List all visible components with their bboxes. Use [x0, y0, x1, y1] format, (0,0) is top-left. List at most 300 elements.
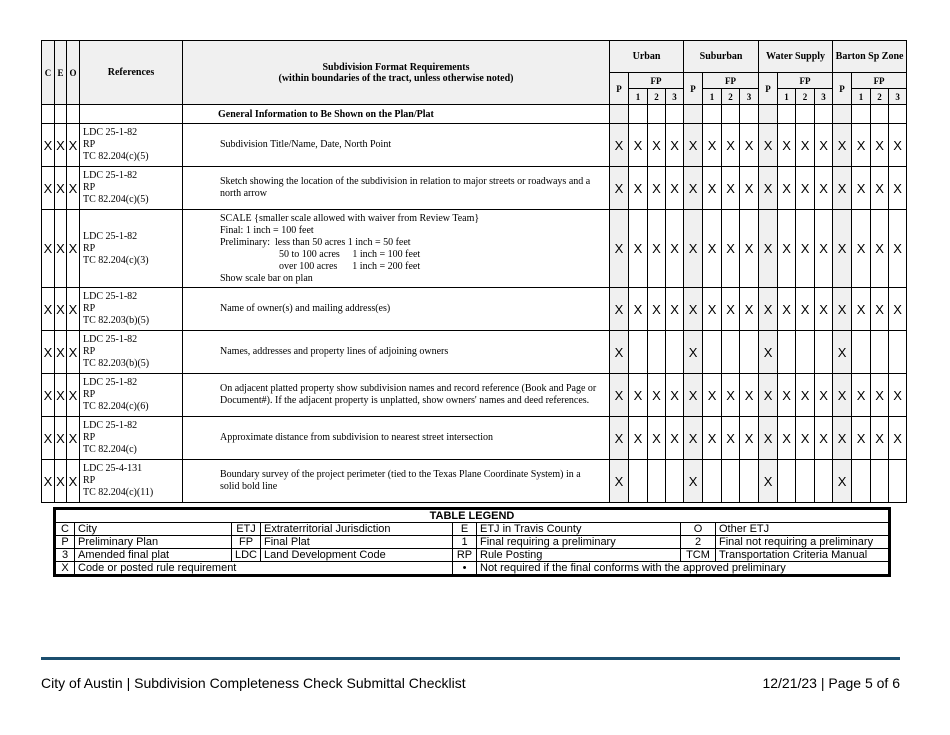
legend-description: City	[75, 523, 232, 536]
fp-cell	[871, 105, 889, 124]
fp-cell	[740, 105, 759, 124]
legend-code: 2	[681, 536, 716, 549]
legend-description: Land Development Code	[261, 549, 453, 562]
requirement-line: On adjacent platted property show subdivision names and record reference (Book and Page or Document#). If the adjacent property is unplatted, show owners' names and deed references.	[220, 383, 597, 406]
checklist-mark: X	[778, 167, 796, 210]
checklist-mark: X	[648, 374, 666, 417]
mark-e: X	[55, 417, 67, 460]
reference-line: LDC 25-1-82	[83, 291, 138, 302]
table-row	[42, 331, 907, 374]
legend-code: FP	[232, 536, 261, 549]
checklist-mark: X	[759, 167, 778, 210]
mark-o: X	[67, 288, 80, 331]
reference-line: LDC 25-1-82	[83, 127, 138, 138]
mark-c: X	[42, 124, 55, 167]
checklist-mark: X	[778, 210, 796, 288]
fp-number-header: 2	[796, 89, 815, 105]
checklist-mark: X	[815, 210, 833, 288]
requirement-line: Final: 1 inch = 100 feet	[220, 224, 314, 236]
legend-code: E	[453, 523, 477, 536]
reference-line: TC 82.204(c)(6)	[83, 401, 149, 412]
p-column-header: P	[759, 73, 778, 105]
mark-e: X	[55, 124, 67, 167]
reference-line: LDC 25-4-131	[83, 463, 143, 474]
checklist-mark: X	[833, 124, 852, 167]
footer-date-page: 12/21/23 | Page 5 of 6	[762, 675, 900, 691]
requirement-line: 50 to 100 acres 1 inch = 100 feet	[279, 248, 421, 260]
requirement-cell	[183, 167, 610, 210]
checklist-mark: X	[703, 210, 722, 288]
legend-code: RP	[453, 549, 477, 562]
checklist-mark: X	[759, 417, 778, 460]
checklist-mark: X	[684, 374, 703, 417]
checklist-mark: X	[871, 288, 889, 331]
requirement-cell	[183, 124, 610, 167]
reference-line: RP	[83, 346, 96, 357]
reference-line: LDC 25-1-82	[83, 420, 138, 431]
checklist-mark	[852, 331, 871, 374]
checklist-mark: X	[740, 288, 759, 331]
legend-code: LDC	[232, 549, 261, 562]
checklist-mark: X	[610, 374, 629, 417]
reference-line: RP	[83, 139, 96, 150]
checklist-mark: X	[796, 167, 815, 210]
legend-code: O	[681, 523, 716, 536]
checklist-mark: X	[778, 124, 796, 167]
spacer-cell	[55, 105, 67, 124]
checklist-mark: X	[722, 417, 740, 460]
reference-line: TC 82.204(c)	[83, 444, 137, 455]
legend-description: Final not requiring a preliminary	[716, 536, 890, 549]
mark-c: X	[42, 374, 55, 417]
references-cell	[80, 167, 183, 210]
checklist-mark: X	[629, 167, 648, 210]
fp-column-header: FP	[629, 73, 684, 89]
legend-code: ETJ	[232, 523, 261, 536]
group-header-suburban: Suburban	[684, 41, 759, 73]
checklist-mark: X	[610, 417, 629, 460]
checklist-mark: X	[815, 288, 833, 331]
fp-number-header: 2	[871, 89, 889, 105]
requirements-subtitle: (within boundaries of the tract, unless otherwise noted)	[278, 72, 514, 84]
checklist-mark: X	[889, 288, 907, 331]
fp-cell	[648, 105, 666, 124]
checklist-mark: X	[666, 124, 684, 167]
checklist-mark: X	[629, 210, 648, 288]
checklist-mark: X	[610, 331, 629, 374]
mark-c: X	[42, 210, 55, 288]
references-cell	[80, 124, 183, 167]
checklist-mark: X	[684, 460, 703, 503]
spacer-cell	[80, 105, 183, 124]
legend-description: Rule Posting	[477, 549, 681, 562]
legend-row	[55, 523, 890, 536]
references-cell	[80, 417, 183, 460]
reference-line: LDC 25-1-82	[83, 377, 138, 388]
checklist-mark: X	[778, 374, 796, 417]
requirement-line: Approximate distance from subdivision to nearest street intersection	[220, 432, 493, 443]
checklist-mark: X	[833, 374, 852, 417]
section-title: General Information to Be Shown on the Plan/Plat	[183, 105, 610, 124]
fp-number-header: 1	[778, 89, 796, 105]
legend-description: Code or posted rule requirement	[75, 562, 453, 576]
checklist-mark	[629, 460, 648, 503]
checklist-mark: X	[703, 167, 722, 210]
references-cell	[80, 331, 183, 374]
checklist-mark: X	[740, 210, 759, 288]
checklist-mark: X	[796, 210, 815, 288]
checklist-mark: X	[815, 167, 833, 210]
checklist-mark: X	[684, 331, 703, 374]
reference-line: TC 82.204(c)(5)	[83, 194, 149, 205]
checklist-mark	[648, 331, 666, 374]
mark-e: X	[55, 331, 67, 374]
checklist-mark: X	[871, 417, 889, 460]
checklist-mark: X	[759, 210, 778, 288]
checklist-mark: X	[740, 167, 759, 210]
mark-o: X	[67, 124, 80, 167]
checklist-mark: X	[666, 210, 684, 288]
checklist-mark: X	[778, 288, 796, 331]
mark-o: X	[67, 167, 80, 210]
fp-column-header: FP	[703, 73, 759, 89]
p-column-header: P	[833, 73, 852, 105]
checklist-mark	[648, 460, 666, 503]
mark-c: X	[42, 417, 55, 460]
checklist-mark: X	[833, 288, 852, 331]
p-column-header: P	[684, 73, 703, 105]
checklist-mark: X	[778, 417, 796, 460]
checklist-mark: X	[629, 374, 648, 417]
checklist-mark: X	[889, 417, 907, 460]
table-row	[42, 167, 907, 210]
references-cell	[80, 210, 183, 288]
reference-line: TC 82.203(b)(5)	[83, 315, 150, 326]
reference-line: RP	[83, 303, 96, 314]
checklist-mark	[740, 331, 759, 374]
legend-title: TABLE LEGEND	[55, 509, 890, 523]
requirement-cell	[183, 460, 610, 503]
checklist-mark	[815, 331, 833, 374]
col-header-requirements	[183, 41, 610, 105]
checklist-mark: X	[889, 374, 907, 417]
reference-line: TC 82.204(c)(11)	[83, 487, 154, 498]
legend-description: Amended final plat	[75, 549, 232, 562]
fp-cell	[722, 105, 740, 124]
p-cell	[833, 105, 852, 124]
table-row	[42, 124, 907, 167]
checklist-mark: X	[722, 167, 740, 210]
spacer-cell	[42, 105, 55, 124]
checklist-mark: X	[796, 288, 815, 331]
checklist-mark: X	[703, 374, 722, 417]
legend-code: •	[453, 562, 477, 576]
requirements-title: Subdivision Format Requirements	[322, 61, 470, 73]
fp-number-header: 3	[740, 89, 759, 105]
col-header-o: O	[67, 41, 80, 105]
fp-number-header: 2	[722, 89, 740, 105]
checklist-mark	[778, 331, 796, 374]
checklist-mark	[815, 460, 833, 503]
p-cell	[759, 105, 778, 124]
checklist-mark	[778, 460, 796, 503]
fp-number-header: 1	[703, 89, 722, 105]
checklist-mark: X	[759, 331, 778, 374]
checklist-mark: X	[722, 288, 740, 331]
requirement-cell	[183, 374, 610, 417]
checklist-mark: X	[610, 460, 629, 503]
legend-description: Preliminary Plan	[75, 536, 232, 549]
reference-line: LDC 25-1-82	[83, 230, 138, 242]
checklist-mark: X	[648, 167, 666, 210]
fp-cell	[703, 105, 722, 124]
checklist-mark: X	[815, 124, 833, 167]
mark-e: X	[55, 288, 67, 331]
reference-line: LDC 25-1-82	[83, 170, 138, 181]
fp-cell	[889, 105, 907, 124]
checklist-mark: X	[684, 124, 703, 167]
checklist-mark: X	[852, 374, 871, 417]
legend-code: 1	[453, 536, 477, 549]
requirement-line: over 100 acres 1 inch = 200 feet	[279, 260, 421, 272]
fp-cell	[852, 105, 871, 124]
group-header-water-supply: Water Supply	[759, 41, 833, 73]
legend-description: Other ETJ	[716, 523, 890, 536]
reference-line: RP	[83, 182, 96, 193]
checklist-mark	[796, 460, 815, 503]
checklist-mark	[871, 331, 889, 374]
checklist-mark: X	[759, 288, 778, 331]
checklist-mark: X	[684, 167, 703, 210]
col-header-references: References	[80, 41, 183, 105]
legend-code: P	[55, 536, 75, 549]
legend-description: Not required if the final conforms with the approved preliminary	[477, 562, 890, 576]
checklist-mark: X	[759, 460, 778, 503]
col-header-e: E	[55, 41, 67, 105]
legend-description: Final Plat	[261, 536, 453, 549]
checklist-mark: X	[629, 417, 648, 460]
table-row	[42, 288, 907, 331]
checklist-mark: X	[740, 124, 759, 167]
reference-line: RP	[83, 389, 96, 400]
mark-c: X	[42, 331, 55, 374]
table-row	[42, 210, 907, 288]
legend-row	[55, 549, 890, 562]
checklist-mark	[796, 331, 815, 374]
reference-line: RP	[83, 242, 96, 254]
mark-e: X	[55, 210, 67, 288]
checklist-mark: X	[684, 288, 703, 331]
checklist-mark: X	[610, 288, 629, 331]
checklist-mark	[703, 331, 722, 374]
checklist-mark: X	[796, 124, 815, 167]
footer-divider	[41, 657, 900, 660]
mark-e: X	[55, 374, 67, 417]
checklist-mark: X	[629, 288, 648, 331]
checklist-mark: X	[871, 167, 889, 210]
fp-cell	[629, 105, 648, 124]
legend-row	[55, 562, 890, 576]
references-cell	[80, 460, 183, 503]
legend-row	[55, 536, 890, 549]
checklist-mark: X	[796, 374, 815, 417]
checklist-mark: X	[722, 210, 740, 288]
col-header-c: C	[42, 41, 55, 105]
checklist-mark	[889, 460, 907, 503]
checklist-mark: X	[610, 210, 629, 288]
requirement-line: Names, addresses and property lines of adjoining owners	[220, 346, 449, 357]
checklist-mark: X	[629, 124, 648, 167]
reference-line: RP	[83, 432, 96, 443]
reference-line: TC 82.203(b)(5)	[83, 358, 150, 369]
checklist-mark: X	[722, 124, 740, 167]
legend-code: TCM	[681, 549, 716, 562]
mark-o: X	[67, 210, 80, 288]
checklist-mark: X	[703, 417, 722, 460]
legend-description: Final requiring a preliminary	[477, 536, 681, 549]
group-header-barton-springs-zone: Barton Sp Zone	[833, 41, 907, 73]
checklist-mark: X	[684, 417, 703, 460]
checklist-mark: X	[889, 210, 907, 288]
table-row	[42, 460, 907, 503]
mark-e: X	[55, 460, 67, 503]
checklist-mark: X	[833, 167, 852, 210]
checklist-mark: X	[833, 460, 852, 503]
legend-code: 3	[55, 549, 75, 562]
mark-o: X	[67, 460, 80, 503]
fp-column-header: FP	[778, 73, 833, 89]
fp-number-header: 1	[852, 89, 871, 105]
requirement-cell	[183, 210, 610, 288]
legend-description: ETJ in Travis County	[477, 523, 681, 536]
checklist-mark: X	[815, 417, 833, 460]
table-row	[42, 417, 907, 460]
checklist-mark: X	[648, 124, 666, 167]
fp-number-header: 3	[666, 89, 684, 105]
checklist-mark: X	[871, 374, 889, 417]
mark-c: X	[42, 288, 55, 331]
checklist-mark: X	[648, 288, 666, 331]
legend-description: Transportation Criteria Manual	[716, 549, 890, 562]
reference-line: TC 82.204(c)(3)	[83, 254, 149, 266]
table-row	[42, 374, 907, 417]
checklist-mark: X	[740, 374, 759, 417]
checklist-mark: X	[889, 124, 907, 167]
checklist-mark: X	[833, 417, 852, 460]
checklist-mark: X	[852, 167, 871, 210]
fp-number-header: 3	[815, 89, 833, 105]
checklist-mark: X	[852, 417, 871, 460]
fp-cell	[796, 105, 815, 124]
checklist-mark: X	[796, 417, 815, 460]
checklist-mark: X	[703, 288, 722, 331]
checklist-mark: X	[610, 167, 629, 210]
fp-number-header: 1	[629, 89, 648, 105]
legend-code: X	[55, 562, 75, 576]
checklist-mark: X	[833, 331, 852, 374]
spacer-cell	[67, 105, 80, 124]
group-header-urban: Urban	[610, 41, 684, 73]
requirement-line: Boundary survey of the project perimeter (tied to the Texas Plane Coordinate System) in a solid bold line	[220, 469, 581, 492]
requirement-line: Show scale bar on plan	[220, 272, 313, 284]
p-column-header: P	[610, 73, 629, 105]
checklist-mark: X	[684, 210, 703, 288]
mark-e: X	[55, 167, 67, 210]
requirement-line: SCALE {smaller scale allowed with waiver from Review Team}	[220, 212, 480, 224]
checklist-mark: X	[740, 417, 759, 460]
footer-document-title: City of Austin | Subdivision Completeness Check Submittal Checklist	[41, 675, 466, 691]
mark-o: X	[67, 374, 80, 417]
checklist-mark: X	[889, 167, 907, 210]
checklist-mark: X	[852, 210, 871, 288]
reference-line: LDC 25-1-82	[83, 334, 138, 345]
checklist-mark	[852, 460, 871, 503]
checklist-mark: X	[871, 210, 889, 288]
p-cell	[610, 105, 629, 124]
checklist-mark: X	[759, 374, 778, 417]
checklist-mark	[889, 331, 907, 374]
requirement-line: Name of owner(s) and mailing address(es)	[220, 303, 391, 314]
requirement-line: Sketch showing the location of the subdivision in relation to major streets or roadways and a north arrow	[220, 176, 591, 199]
references-cell	[80, 374, 183, 417]
checklist-mark	[629, 331, 648, 374]
requirement-cell	[183, 331, 610, 374]
checklist-mark	[703, 460, 722, 503]
mark-o: X	[67, 331, 80, 374]
checklist-mark: X	[759, 124, 778, 167]
checklist-mark	[666, 460, 684, 503]
checklist-mark: X	[871, 124, 889, 167]
references-cell	[80, 288, 183, 331]
fp-cell	[666, 105, 684, 124]
checklist-mark: X	[610, 124, 629, 167]
checklist-mark: X	[666, 288, 684, 331]
legend-code: C	[55, 523, 75, 536]
requirement-cell	[183, 417, 610, 460]
checklist-mark: X	[722, 374, 740, 417]
checklist-mark	[722, 331, 740, 374]
requirement-line: Subdivision Title/Name, Date, North Point	[220, 139, 392, 150]
mark-o: X	[67, 417, 80, 460]
checklist-mark: X	[852, 124, 871, 167]
requirement-cell	[183, 288, 610, 331]
fp-cell	[778, 105, 796, 124]
checklist-mark: X	[666, 417, 684, 460]
table-legend	[53, 507, 891, 577]
mark-c: X	[42, 167, 55, 210]
legend-description: Extraterritorial Jurisdiction	[261, 523, 453, 536]
fp-cell	[815, 105, 833, 124]
checklist-mark: X	[833, 210, 852, 288]
checklist-mark	[871, 460, 889, 503]
checklist-mark: X	[648, 417, 666, 460]
checklist-mark	[722, 460, 740, 503]
reference-line: RP	[83, 475, 96, 486]
fp-number-header: 3	[889, 89, 907, 105]
checklist-mark: X	[703, 124, 722, 167]
requirement-line: Preliminary: less than 50 acres 1 inch = 50 feet	[220, 236, 411, 248]
checklist-mark	[740, 460, 759, 503]
checklist-mark: X	[666, 167, 684, 210]
checklist-mark: X	[648, 210, 666, 288]
fp-column-header: FP	[852, 73, 907, 89]
checklist-mark	[666, 331, 684, 374]
checklist-mark: X	[666, 374, 684, 417]
fp-number-header: 2	[648, 89, 666, 105]
checklist-mark: X	[852, 288, 871, 331]
checklist-mark: X	[815, 374, 833, 417]
reference-line: TC 82.204(c)(5)	[83, 151, 149, 162]
